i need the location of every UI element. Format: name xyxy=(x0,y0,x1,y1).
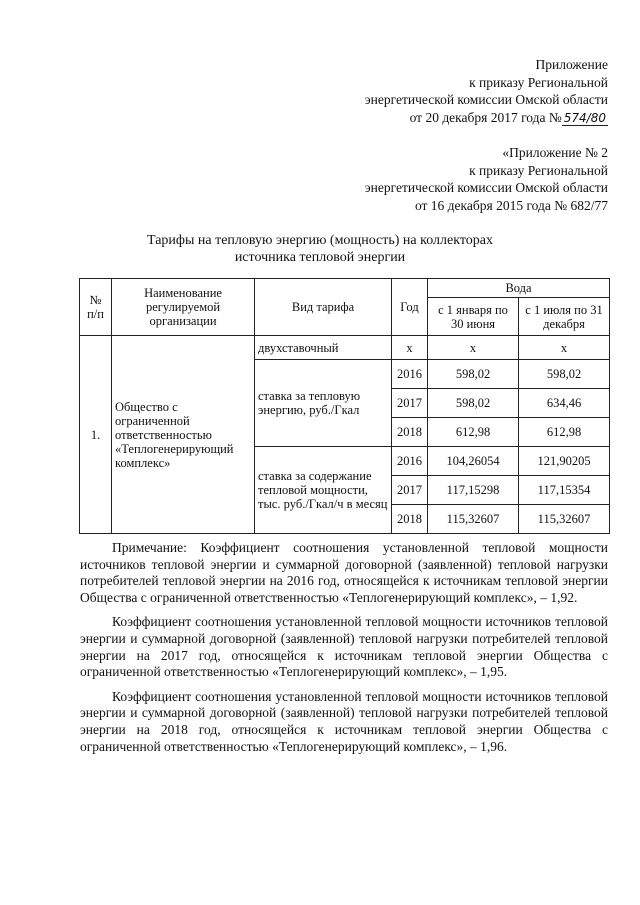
original-commission: энергетической комиссии Омской области xyxy=(364,180,608,195)
note-gap xyxy=(80,606,608,614)
document-title xyxy=(0,232,640,266)
value-cell: 121,90205 xyxy=(519,447,610,476)
value-cell: 117,15354 xyxy=(519,476,610,505)
header-water: Вода xyxy=(428,279,610,298)
organization-name: Общество с ограниченной ответственностью «Теплогенерирующий комплекс» xyxy=(112,336,255,534)
year-cell: 2016 xyxy=(392,447,428,476)
appendix-date: от 20 декабря 2017 года № xyxy=(409,109,562,125)
value-cell: 115,32607 xyxy=(428,505,519,534)
header-year: Год xyxy=(392,279,428,336)
original-appendix-label: «Приложение № 2 xyxy=(502,145,608,160)
note-gap xyxy=(80,681,608,689)
year-cell: 2017 xyxy=(392,476,428,505)
year-cell: 2016 xyxy=(392,360,428,389)
original-appendix-header xyxy=(365,144,608,214)
tariff-type-capacity-rate: ставка за содержание тепловой мощности, тыс. руб./Гкал/ч в месяц xyxy=(255,447,392,534)
value-cell: 612,98 xyxy=(428,418,519,447)
header-organization: Наименование регулируемой организации xyxy=(112,279,255,336)
title-line-2: источника тепловой энергии xyxy=(234,250,406,265)
value-cell: 104,26054 xyxy=(428,447,519,476)
handwritten-order-number: 574/80 xyxy=(563,110,606,125)
value-cell: 115,32607 xyxy=(519,505,610,534)
notes-section xyxy=(80,540,608,755)
year-cell: 2018 xyxy=(392,505,428,534)
value-cell: 598,02 xyxy=(428,360,519,389)
value-cell: x xyxy=(519,336,610,360)
value-cell: x xyxy=(428,336,519,360)
note-paragraph-2016: Примечание: Коэффициент соотношения установленной тепловой мощности источников тепловой энергии и суммарной договорной (заявленной) тепловой нагрузки потребителей тепловой энергии на 2016 год, относящейся к источникам тепловой энергии Общества с ограниченной ответственностью «Теплогенерирующий комплекс», – 1,92. xyxy=(80,540,608,605)
appendix-header xyxy=(365,56,608,126)
tariff-table xyxy=(79,278,610,534)
tariff-type-two-part: двухставочный xyxy=(255,336,392,360)
table-row xyxy=(80,336,610,360)
appendix-label: Приложение xyxy=(535,57,608,72)
appendix-commission: энергетической комиссии Омской области xyxy=(364,92,608,107)
table-header-row xyxy=(80,279,610,298)
value-cell: 598,02 xyxy=(428,389,519,418)
original-date: от 16 декабря 2015 года № 682/77 xyxy=(414,197,608,213)
row-number: 1. xyxy=(80,336,112,534)
header-period-2: с 1 июля по 31 декабря xyxy=(519,298,610,336)
header-tariff-type: Вид тарифа xyxy=(255,279,392,336)
value-cell: 634,46 xyxy=(519,389,610,418)
title-line-1: Тарифы на тепловую энергию (мощность) на коллекторах xyxy=(147,233,493,248)
note-paragraph-2018: Коэффициент соотношения установленной тепловой мощности источников тепловой энергии и суммарной договорной (заявленной) тепловой нагрузки потребителей тепловой энергии на 2018 год, относящейся к источникам тепловой энергии Общества с ограниченной ответственностью «Теплогенерирующий комплекс», – 1,96. xyxy=(80,688,608,754)
year-cell: x xyxy=(392,336,428,360)
header-period-1: с 1 января по 30 июня xyxy=(428,298,519,336)
value-cell: 612,98 xyxy=(519,418,610,447)
year-cell: 2018 xyxy=(392,418,428,447)
appendix-date-line xyxy=(365,109,608,127)
original-order-ref: к приказу Региональной xyxy=(469,162,608,178)
note-paragraph-2017: Коэффициент соотношения установленной тепловой мощности источников тепловой энергии и суммарной договорной (заявленной) тепловой нагрузки потребителей тепловой энергии на 2017 год, относящейся к источникам тепловой энергии Общества с ограниченной ответственностью «Теплогенерирующий комплекс», – 1,95. xyxy=(80,614,608,680)
tariff-type-energy-rate: ставка за тепловую энергию, руб./Гкал xyxy=(255,360,392,447)
appendix-order-ref: к приказу Региональной xyxy=(469,74,608,90)
header-num: № п/п xyxy=(80,279,112,336)
year-cell: 2017 xyxy=(392,389,428,418)
value-cell: 598,02 xyxy=(519,360,610,389)
value-cell: 117,15298 xyxy=(428,476,519,505)
